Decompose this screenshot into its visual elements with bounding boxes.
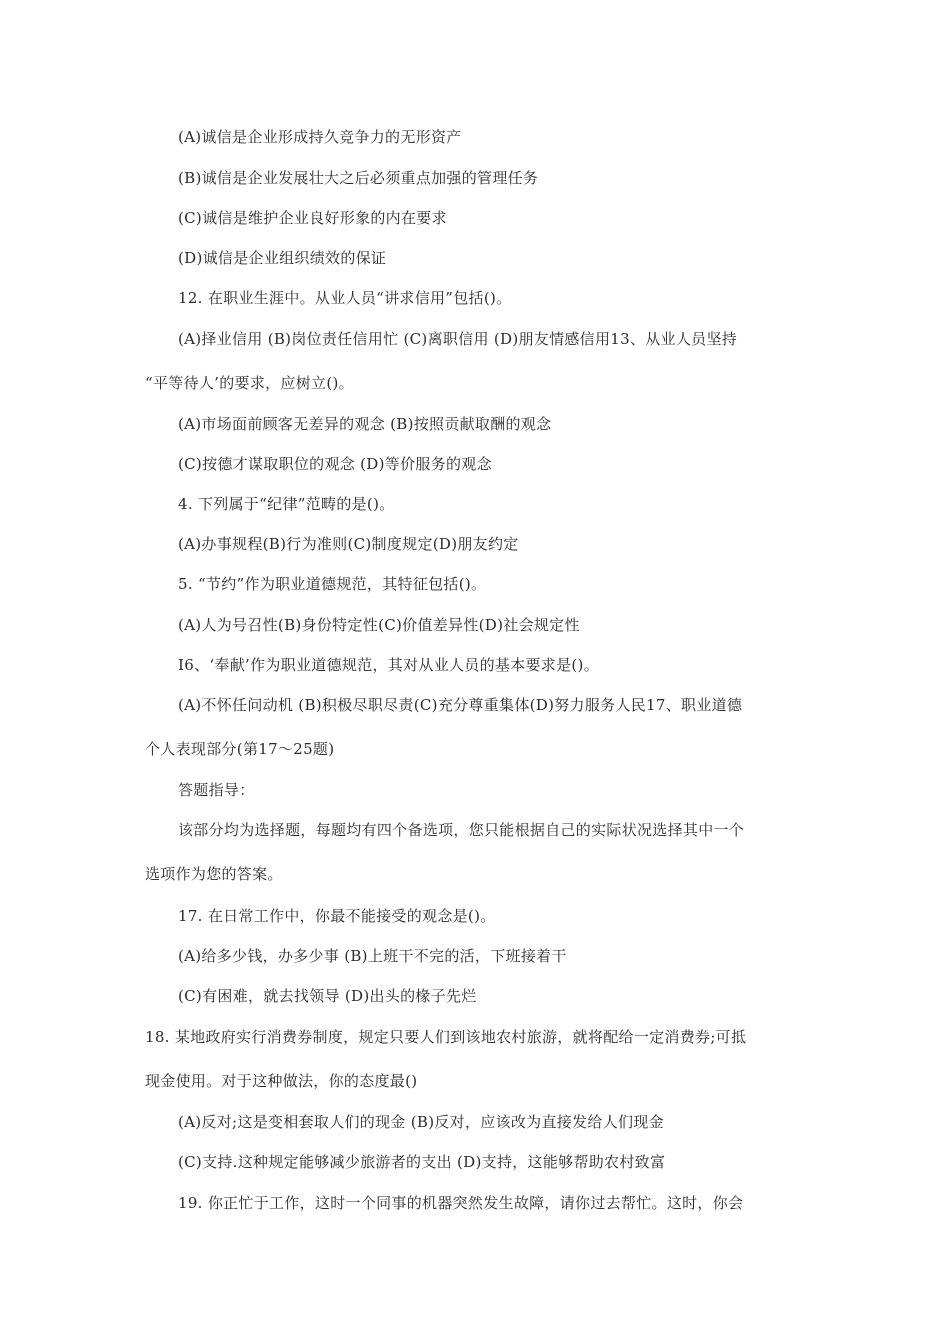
option-line: (C)按德才谋取职位的观念 (D)等价服务的观念 (178, 455, 492, 473)
option-line: (A)市场面前顾客无差异的观念 (B)按照贡献取酬的观念 (178, 415, 552, 433)
instruction-heading: 答题指导： (178, 781, 255, 799)
question-line: 现金使用。对于这种做法，你的态度最() (145, 1072, 418, 1090)
question-line: 18. 某地政府实行消费券制度，规定只要人们到该地农村旅游，就将配给一定消费券;可抵 (145, 1028, 747, 1046)
option-line: (C)诚信是维护企业良好形象的内在要求 (178, 209, 447, 227)
question-line: 19. 你正忙于工作，这时一个同事的机器突然发生故障，请你过去帮忙。这时，你会 (178, 1194, 744, 1212)
question-line: 4. 下列属于“纪律”范畴的是()。 (178, 495, 395, 513)
option-line: (A)给多少钱，办多少事 (B)上班干不完的活，下班接着干 (178, 947, 567, 965)
instruction-text: 该部分均为选择题，每题均有四个备选项，您只能根据自己的实际状况选择其中一个 (178, 821, 745, 839)
option-line: (A)办事规程(B)行为准则(C)制度规定(D)朋友约定 (178, 535, 519, 553)
section-heading: 个人表现部分(第17～25题) (145, 740, 335, 758)
question-line: 12. 在职业生涯中。从业人员“讲求信用”包括()。 (178, 289, 512, 307)
option-line: (C)支持.这种规定能够减少旅游者的支出 (D)支持，这能够帮助农村致富 (178, 1153, 666, 1171)
question-line: I6、‘奉献’作为职业道德规范，其对从业人员的基本要求是()。 (178, 656, 600, 674)
text-line: “平等待人’的要求，应树立()。 (145, 374, 354, 392)
option-line: (C)有困难，就去找领导 (D)出头的椽子先烂 (178, 987, 477, 1005)
option-line: (B)诚信是企业发展壮大之后必须重点加强的管理任务 (178, 169, 539, 187)
instruction-text: 选项作为您的答案。 (145, 865, 283, 883)
option-line: (A)反对;这是变相套取人们的现金 (B)反对，应该改为直接发给人们现金 (178, 1113, 664, 1131)
question-line: 17. 在日常工作中，你最不能接受的观念是()。 (178, 907, 496, 925)
option-line: (A)人为号召性(B)身份特定性(C)价值差异性(D)社会规定性 (178, 616, 580, 634)
option-line: (A)择业信用 (B)岗位责任信用忙 (C)离职信用 (D)朋友情感信用13、从业人员坚持 (178, 330, 738, 348)
option-line: (A)诚信是企业形成持久竞争力的无形资产 (178, 128, 462, 146)
option-line: (A)不怀任问动机 (B)积极尽职尽责(C)充分尊重集体(D)努力服务人民17、职业道德 (178, 696, 743, 714)
question-line: 5. “节约”作为职业道德规范，其特征包括()。 (178, 575, 487, 593)
option-line: (D)诚信是企业组织绩效的保证 (178, 249, 387, 267)
